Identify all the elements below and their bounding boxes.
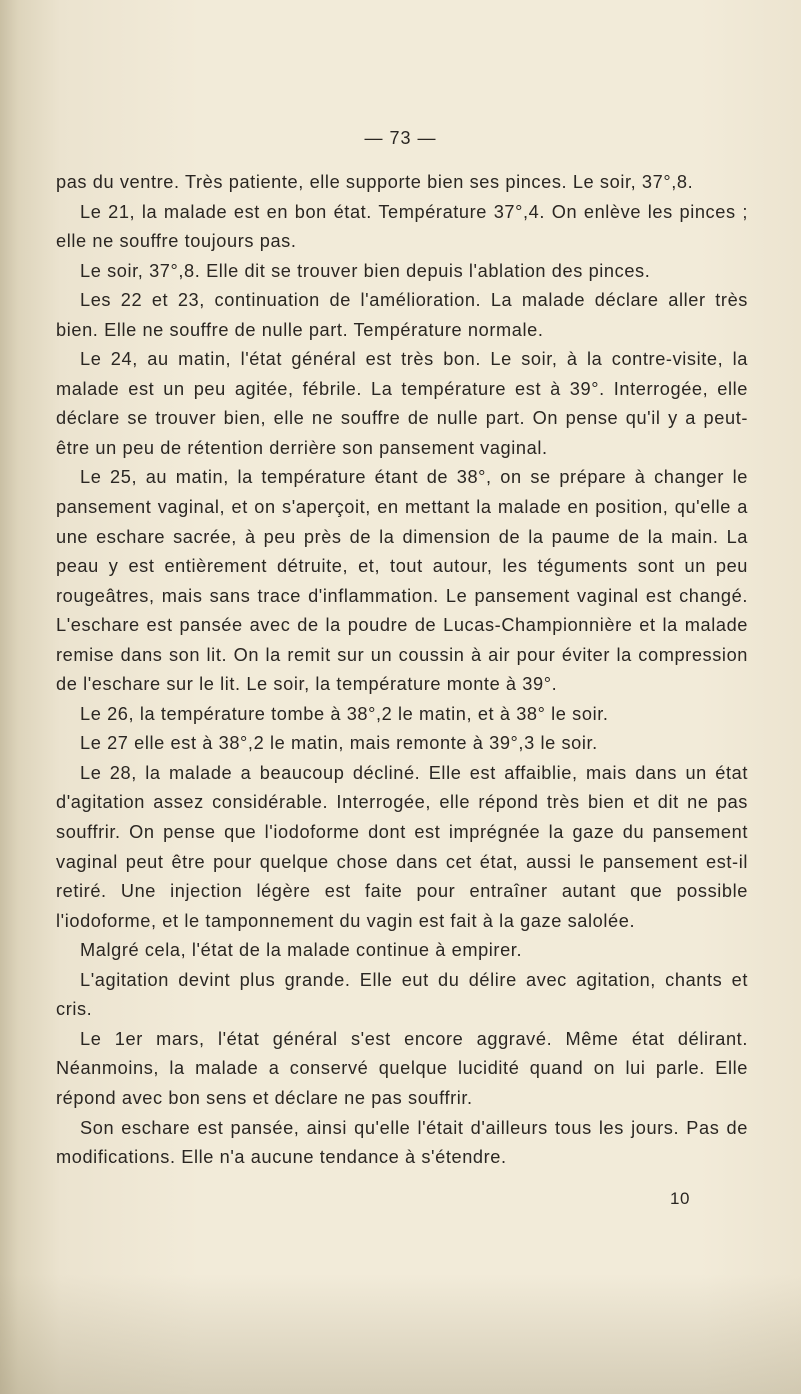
paragraph: Son eschare est pansée, ainsi qu'elle l'était d'ailleurs tous les jours. Pas de modifications. Elle n'a aucune tendance à s'étendre. bbox=[56, 1117, 748, 1168]
paragraph: Le soir, 37°,8. Elle dit se trouver bien depuis l'ablation des pinces. bbox=[80, 260, 651, 281]
page-shadow bbox=[0, 1274, 801, 1394]
paragraph: Le 21, la malade est en bon état. Température 37°,4. On enlève les pinces ; elle ne souffre toujours pas. bbox=[56, 201, 748, 252]
paragraph: L'agitation devint plus grande. Elle eut du délire avec agitation, chants et cris. bbox=[56, 969, 748, 1020]
document-body bbox=[56, 168, 748, 1173]
paragraph: Malgré cela, l'état de la malade continue à empirer. bbox=[80, 940, 523, 961]
paragraph: pas du ventre. Très patiente, elle supporte bien ses pinces. Le soir, 37°,8. bbox=[56, 172, 694, 192]
signature-mark: 10 bbox=[670, 1189, 690, 1208]
paragraph: Le 26, la température tombe à 38°,2 le matin, et à 38° le soir. bbox=[80, 703, 609, 724]
page-number-header: — 73 — bbox=[364, 128, 437, 148]
paragraph: Le 25, au matin, la température étant de 38°, on se prépare à changer le pansement vaginal, et on s'aperçoit, en mettant la malade en position, qu'elle a une eschare sacrée, à peu près de la dimension de la paume de la main. La peau y est entièrement détruite, et, tout autour, les téguments sont un peu rougeâtres, mais sans trace d'inflammation. Le pansement vaginal est changé. L'eschare est pansée avec de la poudre de Lucas-Championnière et la malade remise dans son lit. On la remit sur un coussin à air pour éviter la compression de l'eschare sur le lit. Le soir, la température monte à 39°. bbox=[56, 467, 748, 695]
paragraph: Le 24, au matin, l'état général est très bon. Le soir, à la contre-visite, la malade est un peu agitée, fébrile. La température est à 39°. Interrogée, elle déclare se trouver bien, elle ne souffre de nulle part. On pense qu'il y a peut-être un peu de rétention derrière son pansement vaginal. bbox=[56, 349, 748, 458]
paragraph: Le 1er mars, l'état général s'est encore aggravé. Même état délirant. Néanmoins, la malade a conservé quelque lucidité quand on lui parle. Elle répond avec bon sens et déclare ne pas souffrir. bbox=[56, 1028, 748, 1108]
paragraph: Le 27 elle est à 38°,2 le matin, mais remonte à 39°,3 le soir. bbox=[80, 733, 598, 754]
paragraph: Le 28, la malade a beaucoup décliné. Elle est affaiblie, mais dans un état d'agitation assez considérable. Interrogée, elle répond très bien et dit ne pas souffrir. On pense que l'iodoforme dont est imprégnée la gaze du pansement vaginal peut être pour quelque chose dans cet état, aussi le pansement est-il retiré. Une injection légère est faite pour entraîner autant que possible l'iodoforme, et le tamponnement du vagin est fait à la gaze salolée. bbox=[56, 762, 748, 931]
paragraph: Les 22 et 23, continuation de l'amélioration. La malade déclare aller très bien. Elle ne souffre de nulle part. Température normale. bbox=[56, 290, 748, 340]
